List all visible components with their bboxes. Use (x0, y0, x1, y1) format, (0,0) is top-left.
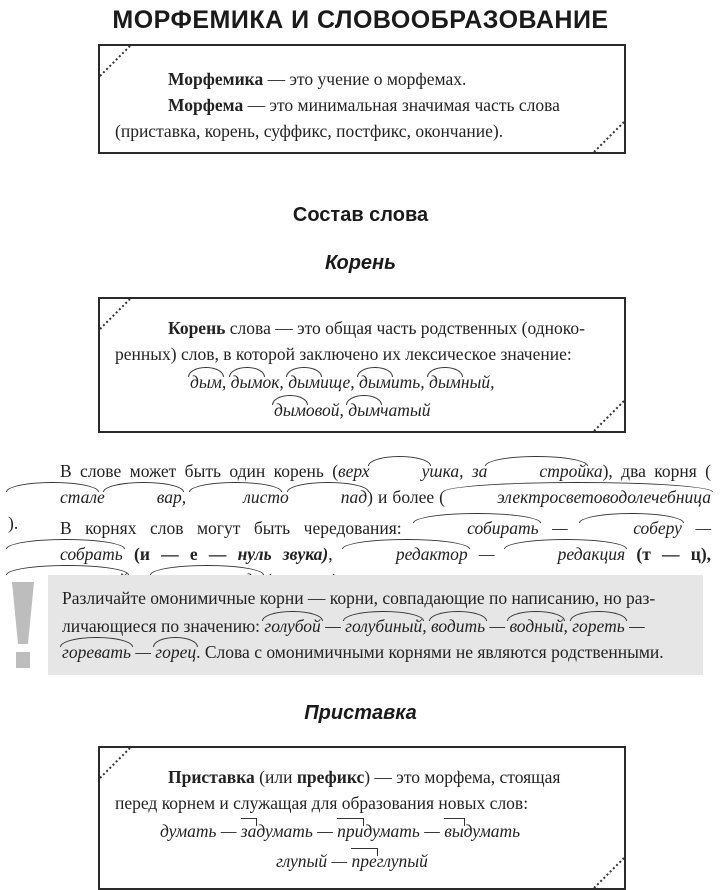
paragraph-alternations: В корнях слов могут быть чередования: собирать — соберу — собрать (и — е — нуль звука), редактор — редакция (т — ц), (8, 515, 711, 593)
note-line: Различайте омонимичные корни — корни, совпадающие по написанию, но раз- (62, 588, 656, 608)
subsection-title-root: Корень (324, 252, 397, 274)
definition-line: ренных) слов, в которой заключено их лексическое значение: (115, 344, 572, 364)
corner-fold-icon (592, 120, 626, 154)
definition-line: перед корнем и служащая для образования новых слов: (115, 793, 529, 813)
example-word: глупый (276, 851, 328, 871)
example-word: дымить, (359, 372, 425, 392)
definition-line: Корень слова — это общая часть родственных (одноко- (168, 318, 585, 338)
definition-line: (приставка, корень, суффикс, постфикс, окончание). (115, 121, 504, 141)
example-word: преглупый (351, 851, 427, 871)
corner-fold-icon (592, 856, 626, 890)
definition-box-prefix (98, 746, 626, 890)
corner-fold-icon (98, 297, 132, 331)
section-title: Состав слова (292, 204, 429, 226)
example-word: дымный, (429, 372, 495, 392)
example-word: дымище, (288, 372, 354, 392)
definition-line: Приставка (или префикс) — это морфема, стоящая (168, 767, 561, 787)
example-row: думать — задумать — придумать — выдумать (160, 818, 520, 844)
example-word: дымок, (231, 372, 284, 392)
example-word: дымчатый (348, 400, 430, 420)
definition-box-root (98, 297, 626, 433)
attention-note (48, 575, 703, 675)
example-word: думать (160, 821, 217, 841)
example-word: выдумать (444, 821, 520, 841)
paragraph-roots-count: В слове может быть один корень (верх ушка, за стройка), два корня (стале вар, листо пад) и более ( электросветоводолечебница). (8, 458, 711, 536)
corner-fold-icon (98, 746, 132, 780)
corner-fold-icon (98, 44, 132, 78)
definition-line: Морфемика — это учение о морфемах. (168, 69, 467, 89)
example-word: дымовой, (274, 400, 344, 420)
note-line: личающиеся по значению: голубой — голубиный, водить — водный, гореть — (62, 613, 692, 639)
example-word: задумать (241, 821, 313, 841)
example-row (190, 369, 495, 395)
corner-fold-icon (592, 399, 626, 433)
example-word: дым, (190, 372, 226, 392)
definition-box-morphemics (98, 44, 626, 154)
definition-line: Морфема — это минимальная значимая часть слова (168, 95, 560, 115)
subsection-title-prefix: Приставка (304, 702, 417, 724)
page-title: МОРФЕМИКА И СЛОВООБРАЗОВАНИЕ (112, 6, 609, 34)
example-row (274, 397, 430, 423)
note-line: горевать — горец. Слова с омонимичными корнями не являются родственными. (62, 639, 702, 665)
example-row: глупый — преглупый (276, 848, 428, 874)
example-word: придумать (337, 821, 420, 841)
exclamation-icon (8, 580, 38, 672)
